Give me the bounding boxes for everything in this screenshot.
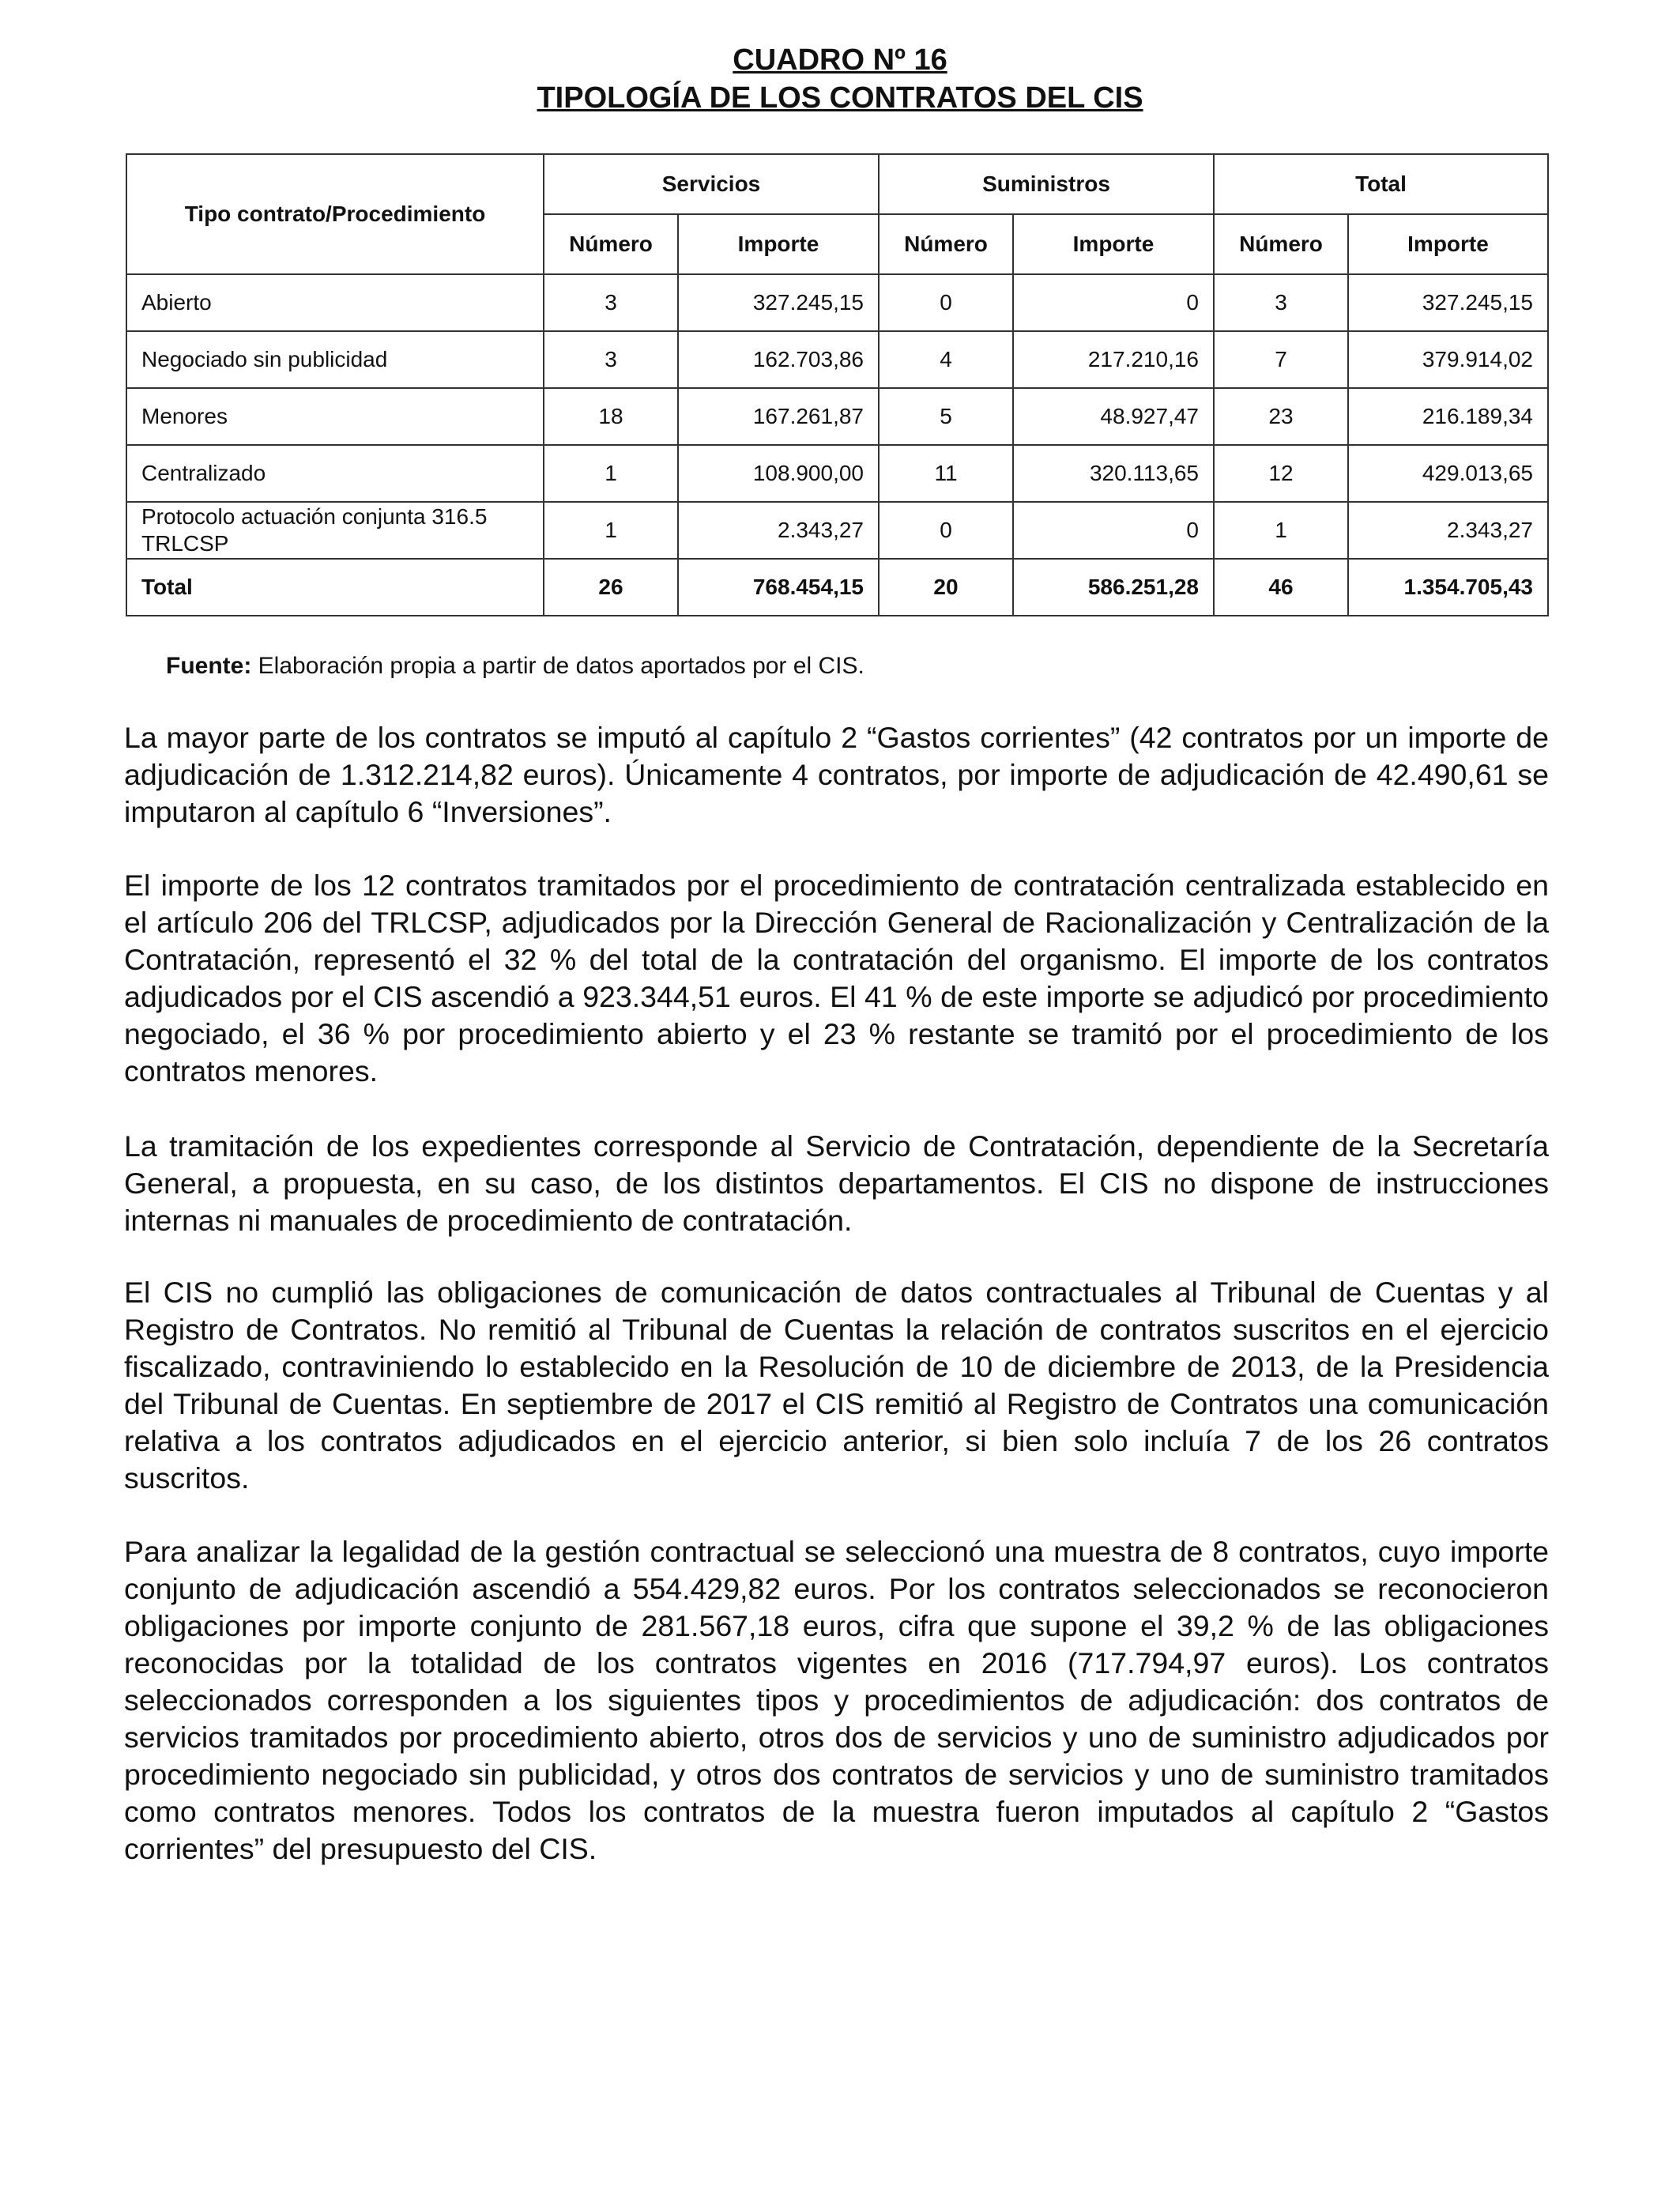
cell-suministros-importe: 217.210,16	[1013, 331, 1214, 388]
cell-total-importe: 379.914,02	[1348, 331, 1548, 388]
cell-servicios-importe: 167.261,87	[678, 388, 879, 445]
cell-suministros-numero: 0	[879, 274, 1013, 331]
cell-servicios-numero: 3	[544, 274, 678, 331]
corner-header: Tipo contrato/Procedimiento	[126, 154, 544, 274]
cell-servicios-numero: 26	[544, 559, 678, 616]
cell-total-numero: 12	[1214, 445, 1348, 502]
cell-servicios-importe: 768.454,15	[678, 559, 879, 616]
cell-total-importe: 327.245,15	[1348, 274, 1548, 331]
cell-total-numero: 7	[1214, 331, 1348, 388]
body-paragraph: La mayor parte de los contratos se imputó al capítulo 2 “Gastos corrientes” (42 contratos por un importe de adjudicación de 1.312.214,82 euros). Únicamente 4 contratos, por importe de adjudicación de 42.490,61 se imputaron al capítulo 6 “Inversiones”.	[124, 721, 1549, 828]
table-row	[126, 331, 1548, 388]
source-label: Fuente:	[166, 653, 252, 679]
group-header-total: Total	[1214, 154, 1548, 214]
cell-servicios-numero: 1	[544, 502, 678, 559]
table-row	[126, 502, 1548, 559]
column-header: Importe	[1348, 214, 1548, 274]
cell-total-importe: 1.354.705,43	[1348, 559, 1548, 616]
cell-servicios-numero: 1	[544, 445, 678, 502]
cell-servicios-numero: 3	[544, 331, 678, 388]
column-header: Número	[1214, 214, 1348, 274]
source-text: Elaboración propia a partir de datos aportados por el CIS.	[251, 653, 864, 679]
cell-servicios-importe: 162.703,86	[678, 331, 879, 388]
group-header-suministros: Suministros	[879, 154, 1214, 214]
row-label: Abierto	[126, 274, 544, 331]
cell-total-importe: 429.013,65	[1348, 445, 1548, 502]
cell-servicios-numero: 18	[544, 388, 678, 445]
row-label: Total	[126, 559, 544, 616]
column-header: Importe	[678, 214, 879, 274]
cell-servicios-importe: 2.343,27	[678, 502, 879, 559]
table-number-title: CUADRO Nº 16	[733, 43, 947, 77]
cell-servicios-importe: 327.245,15	[678, 274, 879, 331]
row-label: Negociado sin publicidad	[126, 331, 544, 388]
contracts-table	[126, 153, 1549, 616]
body-paragraph: La tramitación de los expedientes corresponde al Servicio de Contratación, dependiente de la Secretaría General, a propuesta, en su caso, de los distintos departamentos. El CIS no dispone de instrucciones internas ni manuales de procedimiento de contratación.	[124, 1129, 1549, 1237]
body-paragraph: El importe de los 12 contratos tramitados por el procedimiento de contratación centralizada establecido en el artículo 206 del TRLCSP, adjudicados por la Dirección General de Racionalización y Centralización de la Contratación, representó el 32 % del total de la contratación del organismo. El importe de los contratos adjudicados por el CIS ascendió a 923.344,51 euros. El 41 % de este importe se adjudicó por procedimiento negociado, el 36 % por procedimiento abierto y el 23 % restante se tramitó por el procedimiento de los contratos menores.	[124, 869, 1549, 1088]
cell-total-numero: 1	[1214, 502, 1348, 559]
cell-suministros-numero: 5	[879, 388, 1013, 445]
cell-servicios-importe: 108.900,00	[678, 445, 879, 502]
cell-suministros-numero: 11	[879, 445, 1013, 502]
cell-suministros-importe: 0	[1013, 274, 1214, 331]
cell-total-numero: 46	[1214, 559, 1348, 616]
total-row	[126, 559, 1548, 616]
table-row	[126, 274, 1548, 331]
group-header-servicios: Servicios	[544, 154, 879, 214]
cell-suministros-numero: 4	[879, 331, 1013, 388]
cell-suministros-importe: 320.113,65	[1013, 445, 1214, 502]
row-label: Centralizado	[126, 445, 544, 502]
cell-total-numero: 3	[1214, 274, 1348, 331]
row-label: Protocolo actuación conjunta 316.5 TRLCSP	[126, 502, 544, 559]
cell-total-importe: 216.189,34	[1348, 388, 1548, 445]
cell-total-importe: 2.343,27	[1348, 502, 1548, 559]
column-header: Número	[879, 214, 1013, 274]
cell-suministros-importe: 48.927,47	[1013, 388, 1214, 445]
body-paragraph: El CIS no cumplió las obligaciones de comunicación de datos contractuales al Tribunal de Cuentas y al Registro de Contratos. No remitió al Tribunal de Cuentas la relación de contratos suscritos en el ejercicio fiscalizado, contraviniendo lo establecido en la Resolución de 10 de diciembre de 2013, de la Presidencia del Tribunal de Cuentas. En septiembre de 2017 el CIS remitió al Registro de Contratos una comunicación relativa a los contratos adjudicados en el ejercicio anterior, si bien solo incluía 7 de los 26 contratos suscritos.	[124, 1276, 1549, 1495]
table-title: TIPOLOGÍA DE LOS CONTRATOS DEL CIS	[537, 81, 1143, 115]
row-label: Menores	[126, 388, 544, 445]
source-note	[166, 653, 864, 680]
table-row	[126, 445, 1548, 502]
column-header: Importe	[1013, 214, 1214, 274]
cell-suministros-importe: 0	[1013, 502, 1214, 559]
cell-suministros-numero: 20	[879, 559, 1013, 616]
column-header: Número	[544, 214, 678, 274]
cell-suministros-numero: 0	[879, 502, 1013, 559]
table-row	[126, 388, 1548, 445]
body-paragraph: Para analizar la legalidad de la gestión contractual se seleccionó una muestra de 8 contratos, cuyo importe conjunto de adjudicación ascendió a 554.429,82 euros. Por los contratos seleccionados se reconocieron obligaciones por importe conjunto de 281.567,18 euros, cifra que supone el 39,2 % de las obligaciones reconocidas por la totalidad de los contratos vigentes en 2016 (717.794,97 euros). Los contratos seleccionados corresponden a los siguientes tipos y procedimientos de adjudicación: dos contratos de servicios tramitados por procedimiento abierto, otros dos de servicios y uno de suministro adjudicados por procedimiento negociado sin publicidad, y otros dos contratos de servicios y uno de suministro tramitados como contratos menores. Todos los contratos de la muestra fueron imputados al capítulo 2 “Gastos corrientes” del presupuesto del CIS.	[124, 1535, 1549, 1865]
cell-suministros-importe: 586.251,28	[1013, 559, 1214, 616]
cell-total-numero: 23	[1214, 388, 1348, 445]
